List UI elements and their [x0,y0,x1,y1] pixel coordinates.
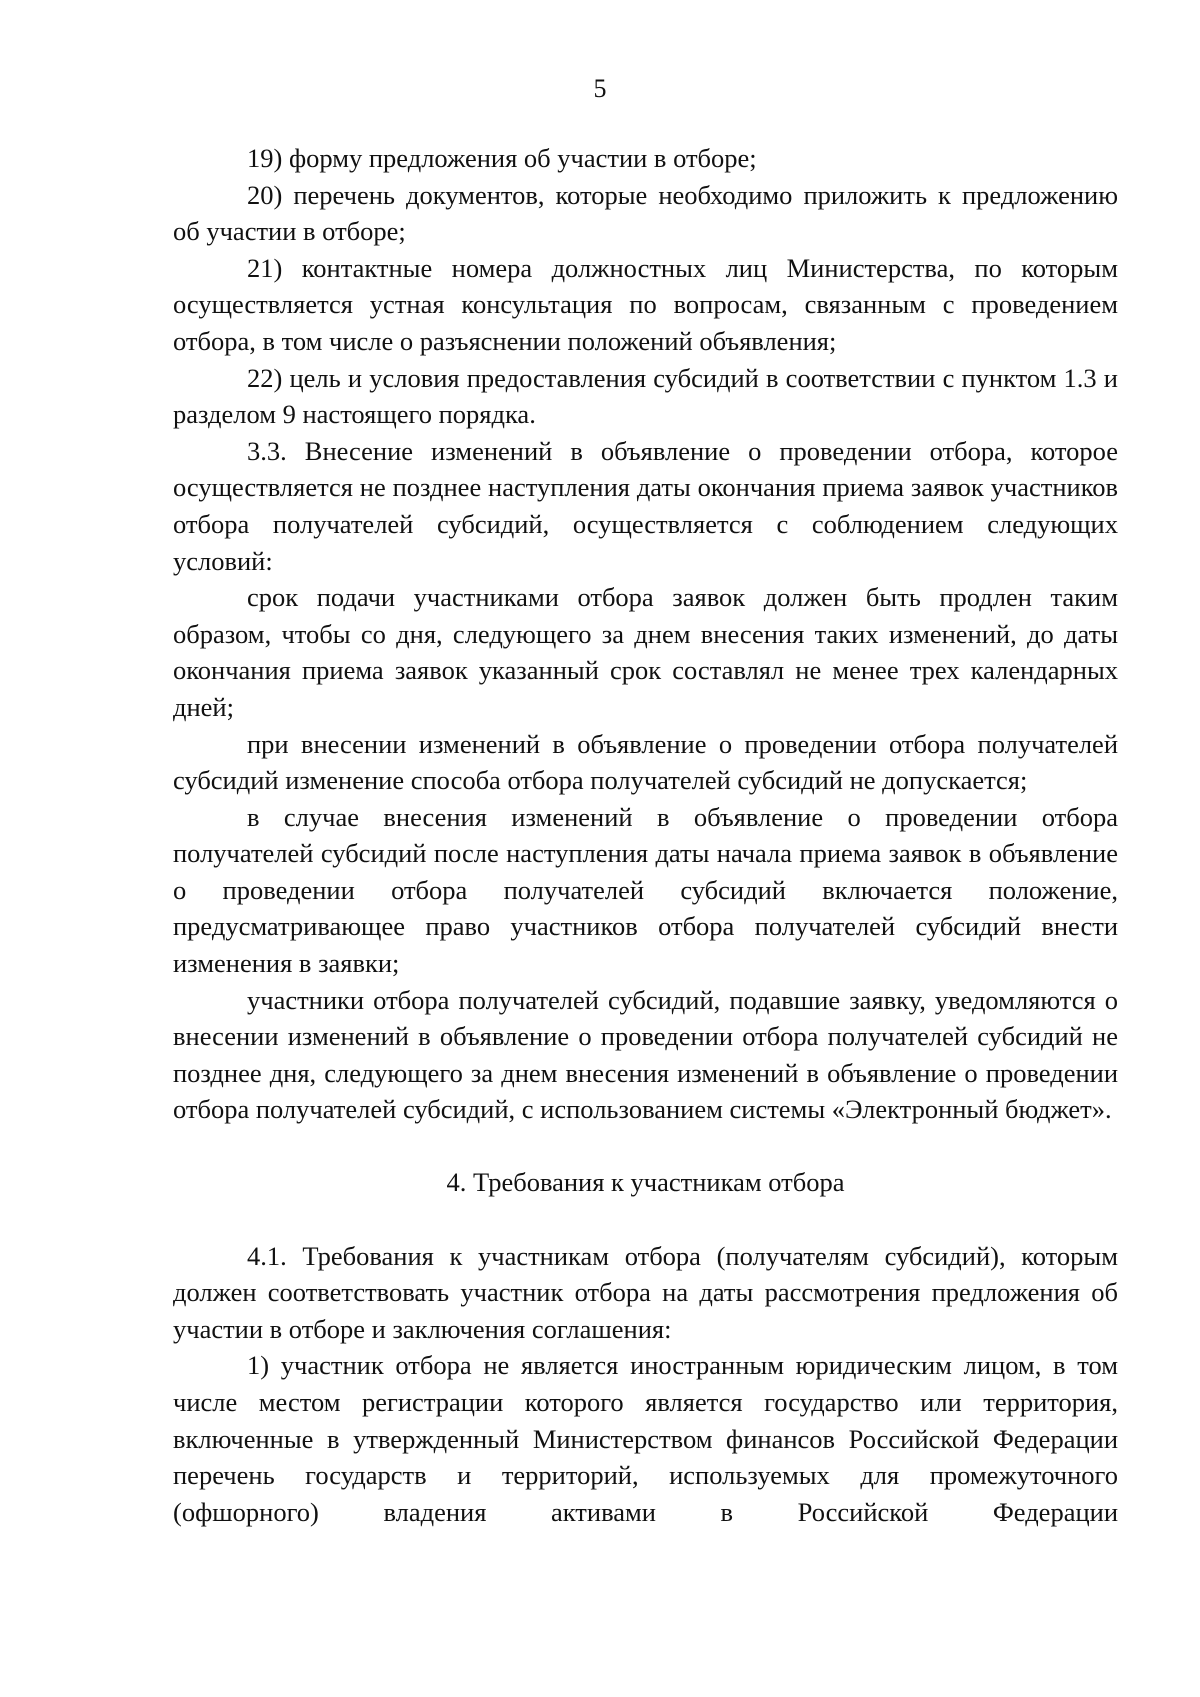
paragraph-4-1: 4.1. Требования к участникам отбора (получателям субсидий), которым должен соответствовать участник отбора на даты рассмотрения предложения об участии в отборе и заключения соглашения: [173,1240,1118,1344]
paragraph-condition-method: при внесении изменений в объявление о проведении отбора получателей субсидий изменение способа отбора получателей субсидий не допускается; [173,728,1118,796]
page-number: 5 [593,74,607,103]
paragraph-condition-amendment: в случае внесения изменений в объявление о проведении отбора получателей субсидий после наступления даты начала приема заявок в объявление о проведении отбора получателей субсидий включается положение, предусматривающее право участников отбора получателей субсидий внести изменения в заявки; [173,801,1118,979]
document-body [173,140,1118,1530]
paragraph-requirement-1: 1) участник отбора не является иностранным юридическим лицом, в том числе местом регистрации которого является государство или территория, включенные в утвержденный Министерством финансов Российской Федерации перечень государств и территорий, используемых для промежуточного (офшорного) владения активами в Российской Федерации [173,1350,1118,1527]
paragraph-condition-deadline: срок подачи участниками отбора заявок должен быть продлен таким образом, чтобы со дня, следующего за днем внесения таких изменений, до даты окончания приема заявок указанный срок составлял не менее трех календарных дней; [173,582,1118,722]
paragraph-item-20: 20) перечень документов, которые необходимо приложить к предложению об участии в отборе; [173,179,1118,247]
paragraph-3-3: 3.3. Внесение изменений в объявление о проведении отбора, которое осуществляется не позднее наступления даты окончания приема заявок участников отбора получателей субсидий, осуществляется с соблюдением следующих условий: [173,435,1118,576]
paragraph-item-19: 19) форму предложения об участии в отборе; [247,143,757,173]
paragraph-item-22: 22) цель и условия предоставления субсидий в соответствии с пунктом 1.3 и разделом 9 настоящего порядка. [173,362,1118,430]
paragraph-item-21: 21) контактные номера должностных лиц Министерства, по которым осуществляется устная консультация по вопросам, связанным с проведением отбора, в том числе о разъяснении положений объявления; [173,252,1118,356]
section-heading: 4. Требования к участникам отбора [446,1167,845,1198]
paragraph-condition-notification: участники отбора получателей субсидий, подавшие заявку, уведомляются о внесении изменений в объявление о проведении отбора получателей субсидий не позднее дня, следующего за днем внесения изменений в объявление о проведении отбора получателей субсидий, с использованием системы «Электронный бюджет». [173,984,1118,1125]
